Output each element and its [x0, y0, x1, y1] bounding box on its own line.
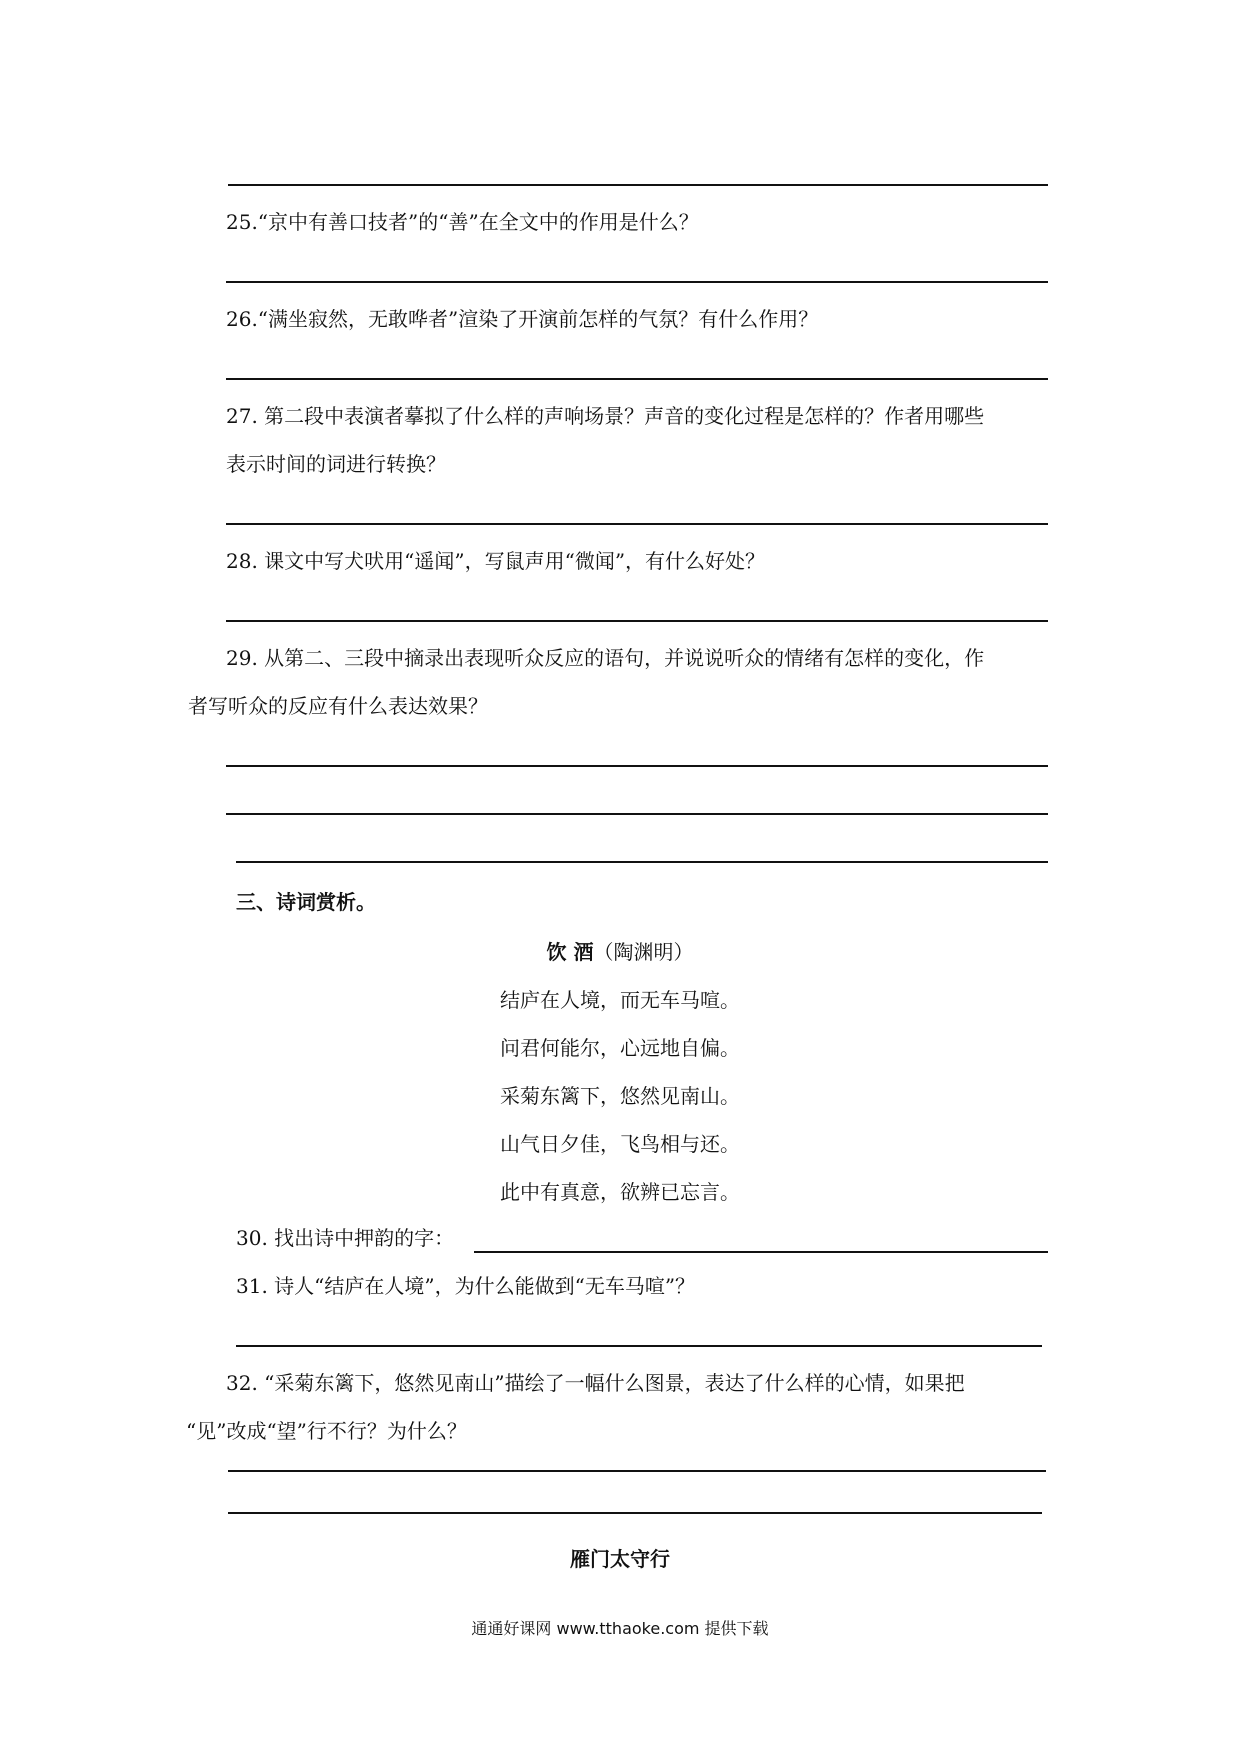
question-30: 30. 找出诗中押韵的字： — [236, 1226, 455, 1250]
question-29-line1: 29. 从第二、三段中摘录出表现听众反应的语句，并说说听众的情绪有怎样的变化，作 — [226, 646, 985, 670]
poem-line: 问君何能尔，心远地自偏。 — [500, 1036, 740, 1060]
next-poem-title: 雁门太守行 — [570, 1547, 670, 1571]
poem-line: 结庐在人境，而无车马喧。 — [500, 988, 740, 1012]
poem-line: 此中有真意，欲辨已忘言。 — [500, 1180, 740, 1204]
question-27-line1: 27. 第二段中表演者摹拟了什么样的声响场景？声音的变化过程是怎样的？作者用哪些 — [226, 404, 985, 428]
answer-line — [226, 281, 1048, 283]
poem-author: （陶渊明） — [593, 940, 694, 964]
poem-title: 饮 酒 — [546, 940, 594, 964]
answer-line — [228, 1470, 1046, 1472]
poem-line: 采菊东篱下，悠然见南山。 — [500, 1084, 740, 1108]
question-31: 31. 诗人“结庐在人境”，为什么能做到“无车马喧”？ — [236, 1274, 696, 1298]
question-26: 26.“满坐寂然，无敢哗者”渲染了开演前怎样的气氛？有什么作用？ — [226, 307, 819, 331]
answer-line — [226, 620, 1048, 622]
question-27-line2: 表示时间的词进行转换？ — [226, 452, 446, 476]
answer-line — [226, 378, 1048, 380]
question-29-line2: 者写听众的反应有什么表达效果？ — [188, 694, 488, 718]
answer-line — [226, 523, 1048, 525]
answer-line — [226, 813, 1048, 815]
answer-line — [226, 765, 1048, 767]
answer-line — [228, 184, 1048, 186]
poem-line: 山气日夕佳，飞鸟相与还。 — [500, 1132, 740, 1156]
question-32-line1: 32. “采菊东篱下，悠然见南山”描绘了一幅什么图景，表达了什么样的心情，如果把 — [226, 1371, 965, 1395]
answer-line — [236, 1345, 1042, 1347]
footer-source: 通通好课网 www.tthaoke.com 提供下载 — [471, 1619, 769, 1638]
section-heading: 三、诗词赏析。 — [236, 890, 376, 914]
question-25: 25.“京中有善口技者”的“善”在全文中的作用是什么？ — [226, 210, 699, 234]
question-28: 28. 课文中写犬吠用“遥闻”，写鼠声用“微闻”，有什么好处？ — [226, 549, 766, 573]
answer-line — [474, 1251, 1048, 1253]
question-32-line2: “见”改成“望”行不行？为什么？ — [186, 1419, 467, 1443]
answer-line — [228, 1512, 1042, 1514]
poem-header — [0, 936, 1240, 965]
answer-line — [236, 861, 1048, 863]
